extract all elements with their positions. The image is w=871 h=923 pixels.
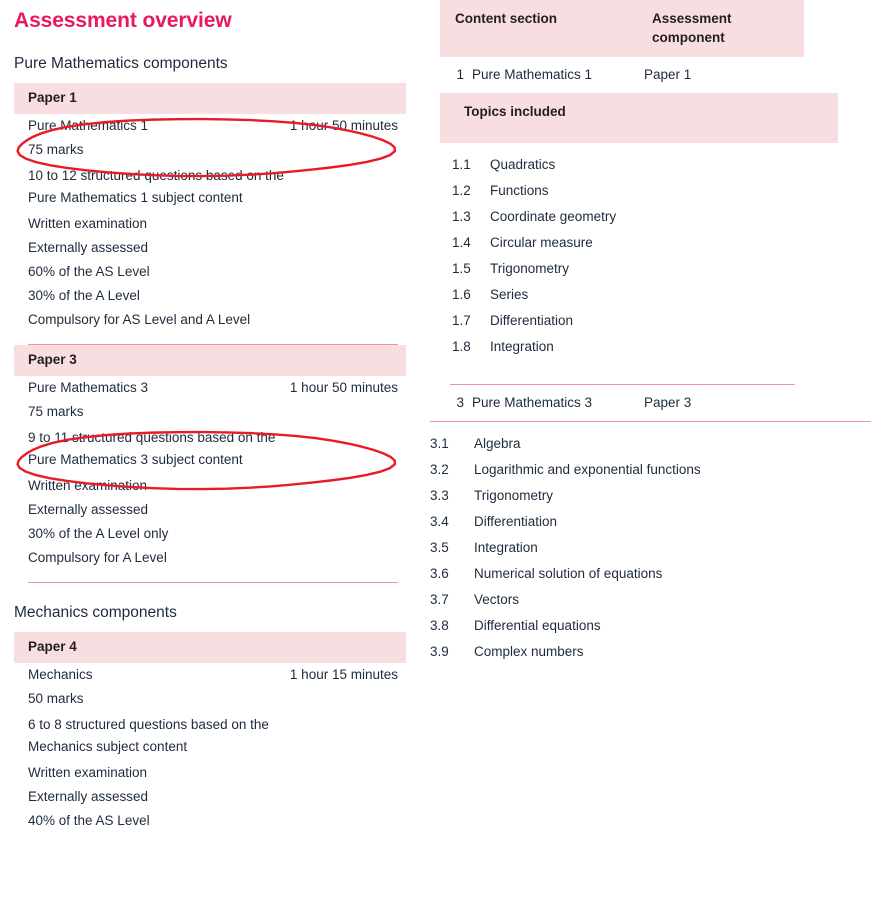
left-sections bbox=[14, 54, 406, 833]
paper-detail-line: Written examination bbox=[28, 478, 148, 493]
topic-item bbox=[430, 431, 871, 457]
paper-duration: 1 hour 50 minutes bbox=[289, 380, 398, 395]
topic-label: Numerical solution of equations bbox=[474, 566, 663, 581]
paper-body bbox=[14, 376, 406, 570]
topic-item bbox=[430, 178, 871, 204]
paper-detail-line: Written examination bbox=[28, 216, 148, 231]
topics-list bbox=[430, 152, 871, 360]
assessment-component-line-1: Assessment bbox=[652, 11, 732, 26]
section-divider bbox=[28, 582, 398, 583]
column-header-content-section: Content section bbox=[455, 11, 558, 26]
topic-item bbox=[430, 334, 871, 360]
topic-label: Circular measure bbox=[490, 235, 593, 250]
topic-label: Differentiation bbox=[490, 313, 574, 328]
group-name: Pure Mathematics 1 bbox=[472, 67, 593, 82]
paper-detail-line: 60% of the AS Level bbox=[28, 264, 150, 279]
topic-item bbox=[430, 230, 871, 256]
left-column bbox=[14, 0, 406, 833]
paper-description-line: Pure Mathematics 1 subject content bbox=[28, 190, 243, 205]
paper-component-name: Pure Mathematics 3 bbox=[28, 380, 149, 395]
table-row bbox=[440, 57, 871, 93]
paper-detail-line: Externally assessed bbox=[28, 502, 149, 517]
section-heading: Pure Mathematics components bbox=[14, 55, 228, 72]
paper-title-row bbox=[28, 663, 406, 687]
topic-label: Differentiation bbox=[474, 514, 558, 529]
paper-title-row bbox=[28, 376, 406, 400]
topic-label: Series bbox=[490, 287, 529, 302]
topic-label: Logarithmic and exponential functions bbox=[474, 462, 701, 477]
topic-item bbox=[430, 639, 871, 665]
topic-label: Differential equations bbox=[474, 618, 601, 633]
table-row bbox=[440, 385, 871, 421]
topic-number: 3.7 bbox=[430, 592, 449, 607]
topic-label: Quadratics bbox=[490, 157, 556, 172]
topic-item bbox=[430, 613, 871, 639]
topic-number: 1.7 bbox=[452, 313, 471, 328]
paper-title-row bbox=[28, 114, 406, 138]
topic-item bbox=[430, 587, 871, 613]
paper-detail-line: Written examination bbox=[28, 765, 148, 780]
right-column bbox=[430, 0, 871, 665]
topic-number: 1.4 bbox=[452, 235, 471, 250]
topic-number: 3.1 bbox=[430, 436, 449, 451]
column-header-assessment-component bbox=[652, 9, 772, 47]
topic-label: Vectors bbox=[474, 592, 520, 607]
topic-item bbox=[430, 152, 871, 178]
group-component: Paper 3 bbox=[644, 395, 692, 410]
topic-number: 3.6 bbox=[430, 566, 449, 581]
topic-item bbox=[430, 308, 871, 334]
topic-item bbox=[430, 483, 871, 509]
paper-description-line: 9 to 11 structured questions based on the bbox=[28, 430, 276, 445]
topic-number: 1.8 bbox=[452, 339, 471, 354]
paper-component-name: Pure Mathematics 1 bbox=[28, 118, 149, 133]
topic-item bbox=[430, 535, 871, 561]
group-component: Paper 1 bbox=[644, 67, 692, 82]
topics-list bbox=[430, 431, 871, 665]
topic-label: Complex numbers bbox=[474, 644, 584, 659]
paper-band: Paper 1 bbox=[14, 83, 406, 114]
paper-detail-line: Externally assessed bbox=[28, 240, 149, 255]
topic-number: 3.9 bbox=[430, 644, 449, 659]
topic-label: Algebra bbox=[474, 436, 521, 451]
paper-detail-line: Compulsory for AS Level and A Level bbox=[28, 312, 251, 327]
paper-marks: 75 marks bbox=[28, 404, 84, 419]
table-header-row bbox=[440, 0, 804, 57]
paper-band: Paper 3 bbox=[14, 345, 406, 376]
topic-item bbox=[430, 457, 871, 483]
paper-description-line: 10 to 12 structured questions based on the bbox=[28, 168, 284, 183]
topic-number: 1.3 bbox=[452, 209, 471, 224]
section-heading: Mechanics components bbox=[14, 604, 177, 621]
topic-number: 1.1 bbox=[452, 157, 471, 172]
topic-number: 1.2 bbox=[452, 183, 471, 198]
topic-label: Integration bbox=[490, 339, 554, 354]
assessment-component-line-2: component bbox=[652, 30, 725, 45]
topic-label: Trigonometry bbox=[474, 488, 554, 503]
topic-number: 3.5 bbox=[430, 540, 449, 555]
topic-item bbox=[430, 561, 871, 587]
group-number: 1 bbox=[456, 67, 464, 82]
paper-marks: 50 marks bbox=[28, 691, 84, 706]
topic-number: 3.3 bbox=[430, 488, 449, 503]
right-groups bbox=[430, 57, 871, 665]
paper-body bbox=[14, 663, 406, 833]
paper-description-line: Mechanics subject content bbox=[28, 739, 188, 754]
topic-number: 3.8 bbox=[430, 618, 449, 633]
paper-marks: 75 marks bbox=[28, 142, 84, 157]
paper-detail-line: Externally assessed bbox=[28, 789, 149, 804]
topic-item bbox=[430, 204, 871, 230]
paper-description-line: 6 to 8 structured questions based on the bbox=[28, 717, 269, 732]
topic-item bbox=[430, 282, 871, 308]
paper-detail-line: 30% of the A Level only bbox=[28, 526, 169, 541]
topic-number: 1.6 bbox=[452, 287, 471, 302]
topics-included-band: Topics included bbox=[440, 93, 838, 143]
group-divider-bottom bbox=[430, 421, 871, 422]
paper-detail-line: Compulsory for A Level bbox=[28, 550, 167, 565]
topic-item bbox=[430, 256, 871, 282]
paper-band: Paper 4 bbox=[14, 632, 406, 663]
topic-number: 1.5 bbox=[452, 261, 471, 276]
paper-body bbox=[14, 114, 406, 332]
topic-label: Coordinate geometry bbox=[490, 209, 617, 224]
paper-detail-line: 40% of the AS Level bbox=[28, 813, 150, 828]
topic-number: 3.4 bbox=[430, 514, 449, 529]
topic-label: Integration bbox=[474, 540, 538, 555]
paper-duration: 1 hour 15 minutes bbox=[289, 667, 398, 682]
group-number: 3 bbox=[456, 395, 464, 410]
paper-description-line: Pure Mathematics 3 subject content bbox=[28, 452, 243, 467]
page-title: Assessment overview bbox=[14, 9, 232, 32]
topic-number: 3.2 bbox=[430, 462, 449, 477]
paper-duration: 1 hour 50 minutes bbox=[289, 118, 398, 133]
topic-label: Trigonometry bbox=[490, 261, 570, 276]
paper-component-name: Mechanics bbox=[28, 667, 93, 682]
group-name: Pure Mathematics 3 bbox=[472, 395, 593, 410]
paper-detail-line: 30% of the A Level bbox=[28, 288, 140, 303]
topic-item bbox=[430, 509, 871, 535]
spacer bbox=[430, 360, 871, 384]
topic-label: Functions bbox=[490, 183, 549, 198]
